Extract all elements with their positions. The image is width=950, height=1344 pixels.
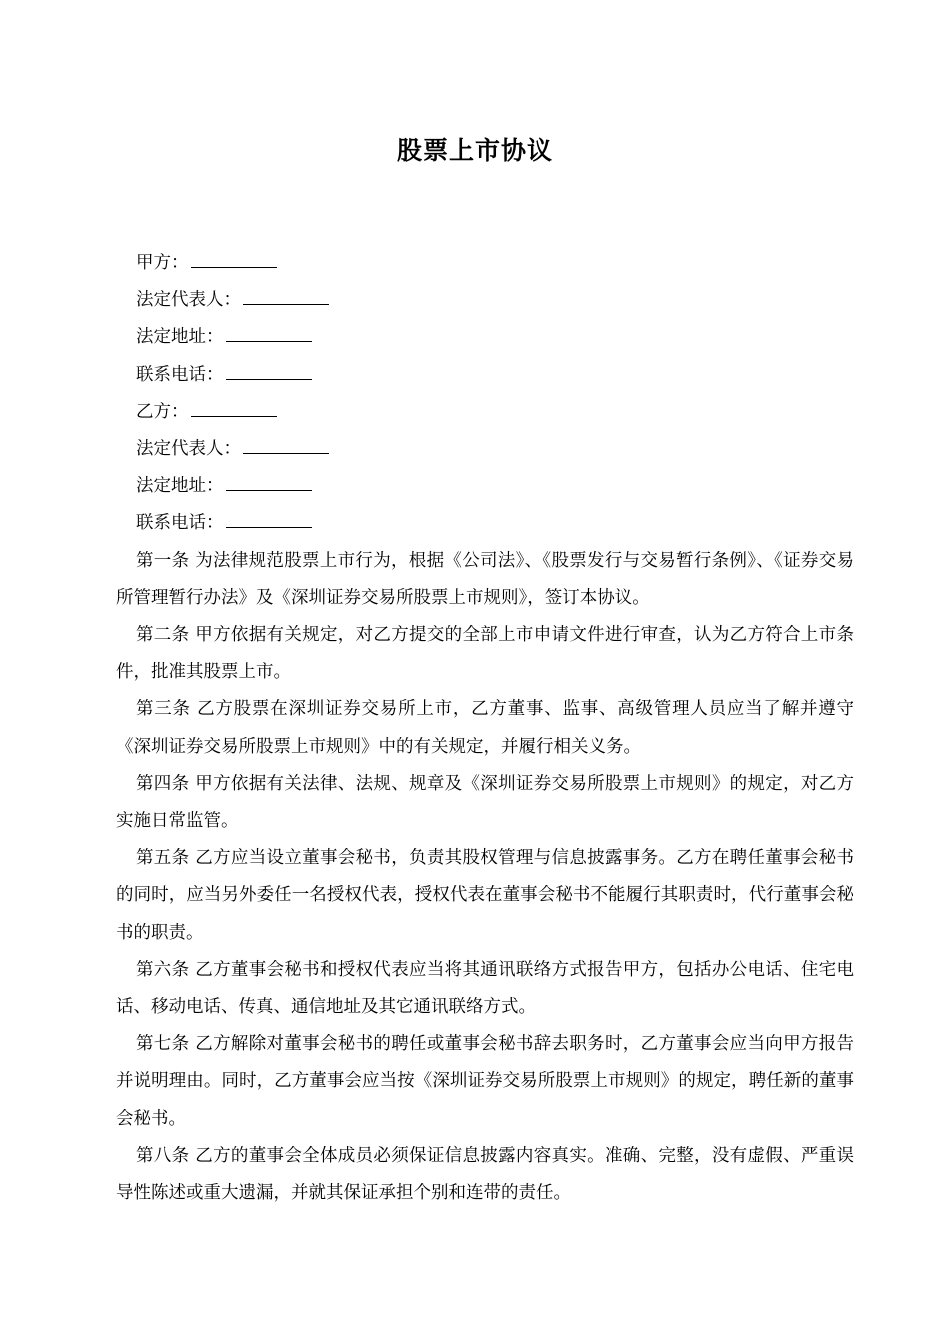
party-a-address-field — [116, 319, 854, 356]
field-label: 联系电话： — [136, 364, 224, 385]
field-label: 乙方： — [136, 401, 189, 422]
document-body — [116, 245, 854, 1212]
party-a-representative-field — [116, 282, 854, 319]
field-label: 法定代表人： — [136, 439, 241, 460]
fill-in-blank — [226, 472, 312, 491]
article-4: 第四条 甲方依据有关法律、法规、规章及《深圳证券交易所股票上市规则》的规定，对乙方实施日常监管。 — [116, 773, 854, 832]
article-5: 第五条 乙方应当设立董事会秘书，负责其股权管理与信息披露事务。乙方在聘任董事会秘书的同时，应当另外委任一名授权代表，授权代表在董事会秘书不能履行其职责时，代行董事会秘书的职责。 — [116, 848, 854, 943]
fill-in-blank — [243, 435, 329, 454]
field-label: 甲方： — [136, 253, 189, 273]
fill-in-blank — [191, 398, 277, 417]
field-label: 法定地址： — [136, 327, 224, 348]
article-6: 第六条 乙方董事会秘书和授权代表应当将其通讯联络方式报告甲方，包括办公电话、住宅电话、移动电话、传真、通信地址及其它通讯联络方式。 — [116, 959, 854, 1018]
fill-in-blank — [191, 249, 277, 268]
fill-in-blank — [226, 361, 312, 380]
fill-in-blank — [226, 509, 312, 528]
article-1: 第一条 为法律规范股票上市行为，根据《公司法》、《股票发行与交易暂行条例》、《证券交易所管理暂行办法》及《深圳证券交易所股票上市规则》，签订本协议。 — [116, 550, 854, 608]
document-title: 股票上市协议 — [396, 136, 553, 165]
party-b-representative-field — [116, 431, 854, 468]
article-2: 第二条 甲方依据有关规定，对乙方提交的全部上市申请文件进行审查，认为乙方符合上市条件，批准其股票上市。 — [116, 625, 854, 683]
party-a-name-field — [116, 245, 854, 282]
party-a-phone-field — [116, 357, 854, 394]
field-label: 法定代表人： — [136, 290, 241, 311]
field-label: 法定地址： — [136, 476, 224, 497]
party-b-address-field — [116, 468, 854, 505]
article-7: 第七条 乙方解除对董事会秘书的聘任或董事会秘书辞去职务时，乙方董事会应当向甲方报告并说明理由。同时，乙方董事会应当按《深圳证券交易所股票上市规则》的规定，聘任新的董事会秘书。 — [116, 1034, 854, 1129]
field-label: 联系电话： — [136, 513, 224, 534]
article-8: 第八条 乙方的董事会全体成员必须保证信息披露内容真实。准确、完整，没有虚假、严重误导性陈述或重大遗漏，并就其保证承担个别和连带的责任。 — [116, 1145, 854, 1204]
party-b-phone-field — [116, 505, 854, 542]
fill-in-blank — [243, 286, 329, 305]
party-b-name-field — [116, 394, 854, 431]
fill-in-blank — [226, 323, 312, 342]
article-3: 第三条 乙方股票在深圳证券交易所上市，乙方董事、监事、高级管理人员应当了解并遵守《深圳证券交易所股票上市规则》中的有关规定，并履行相关义务。 — [116, 699, 854, 757]
